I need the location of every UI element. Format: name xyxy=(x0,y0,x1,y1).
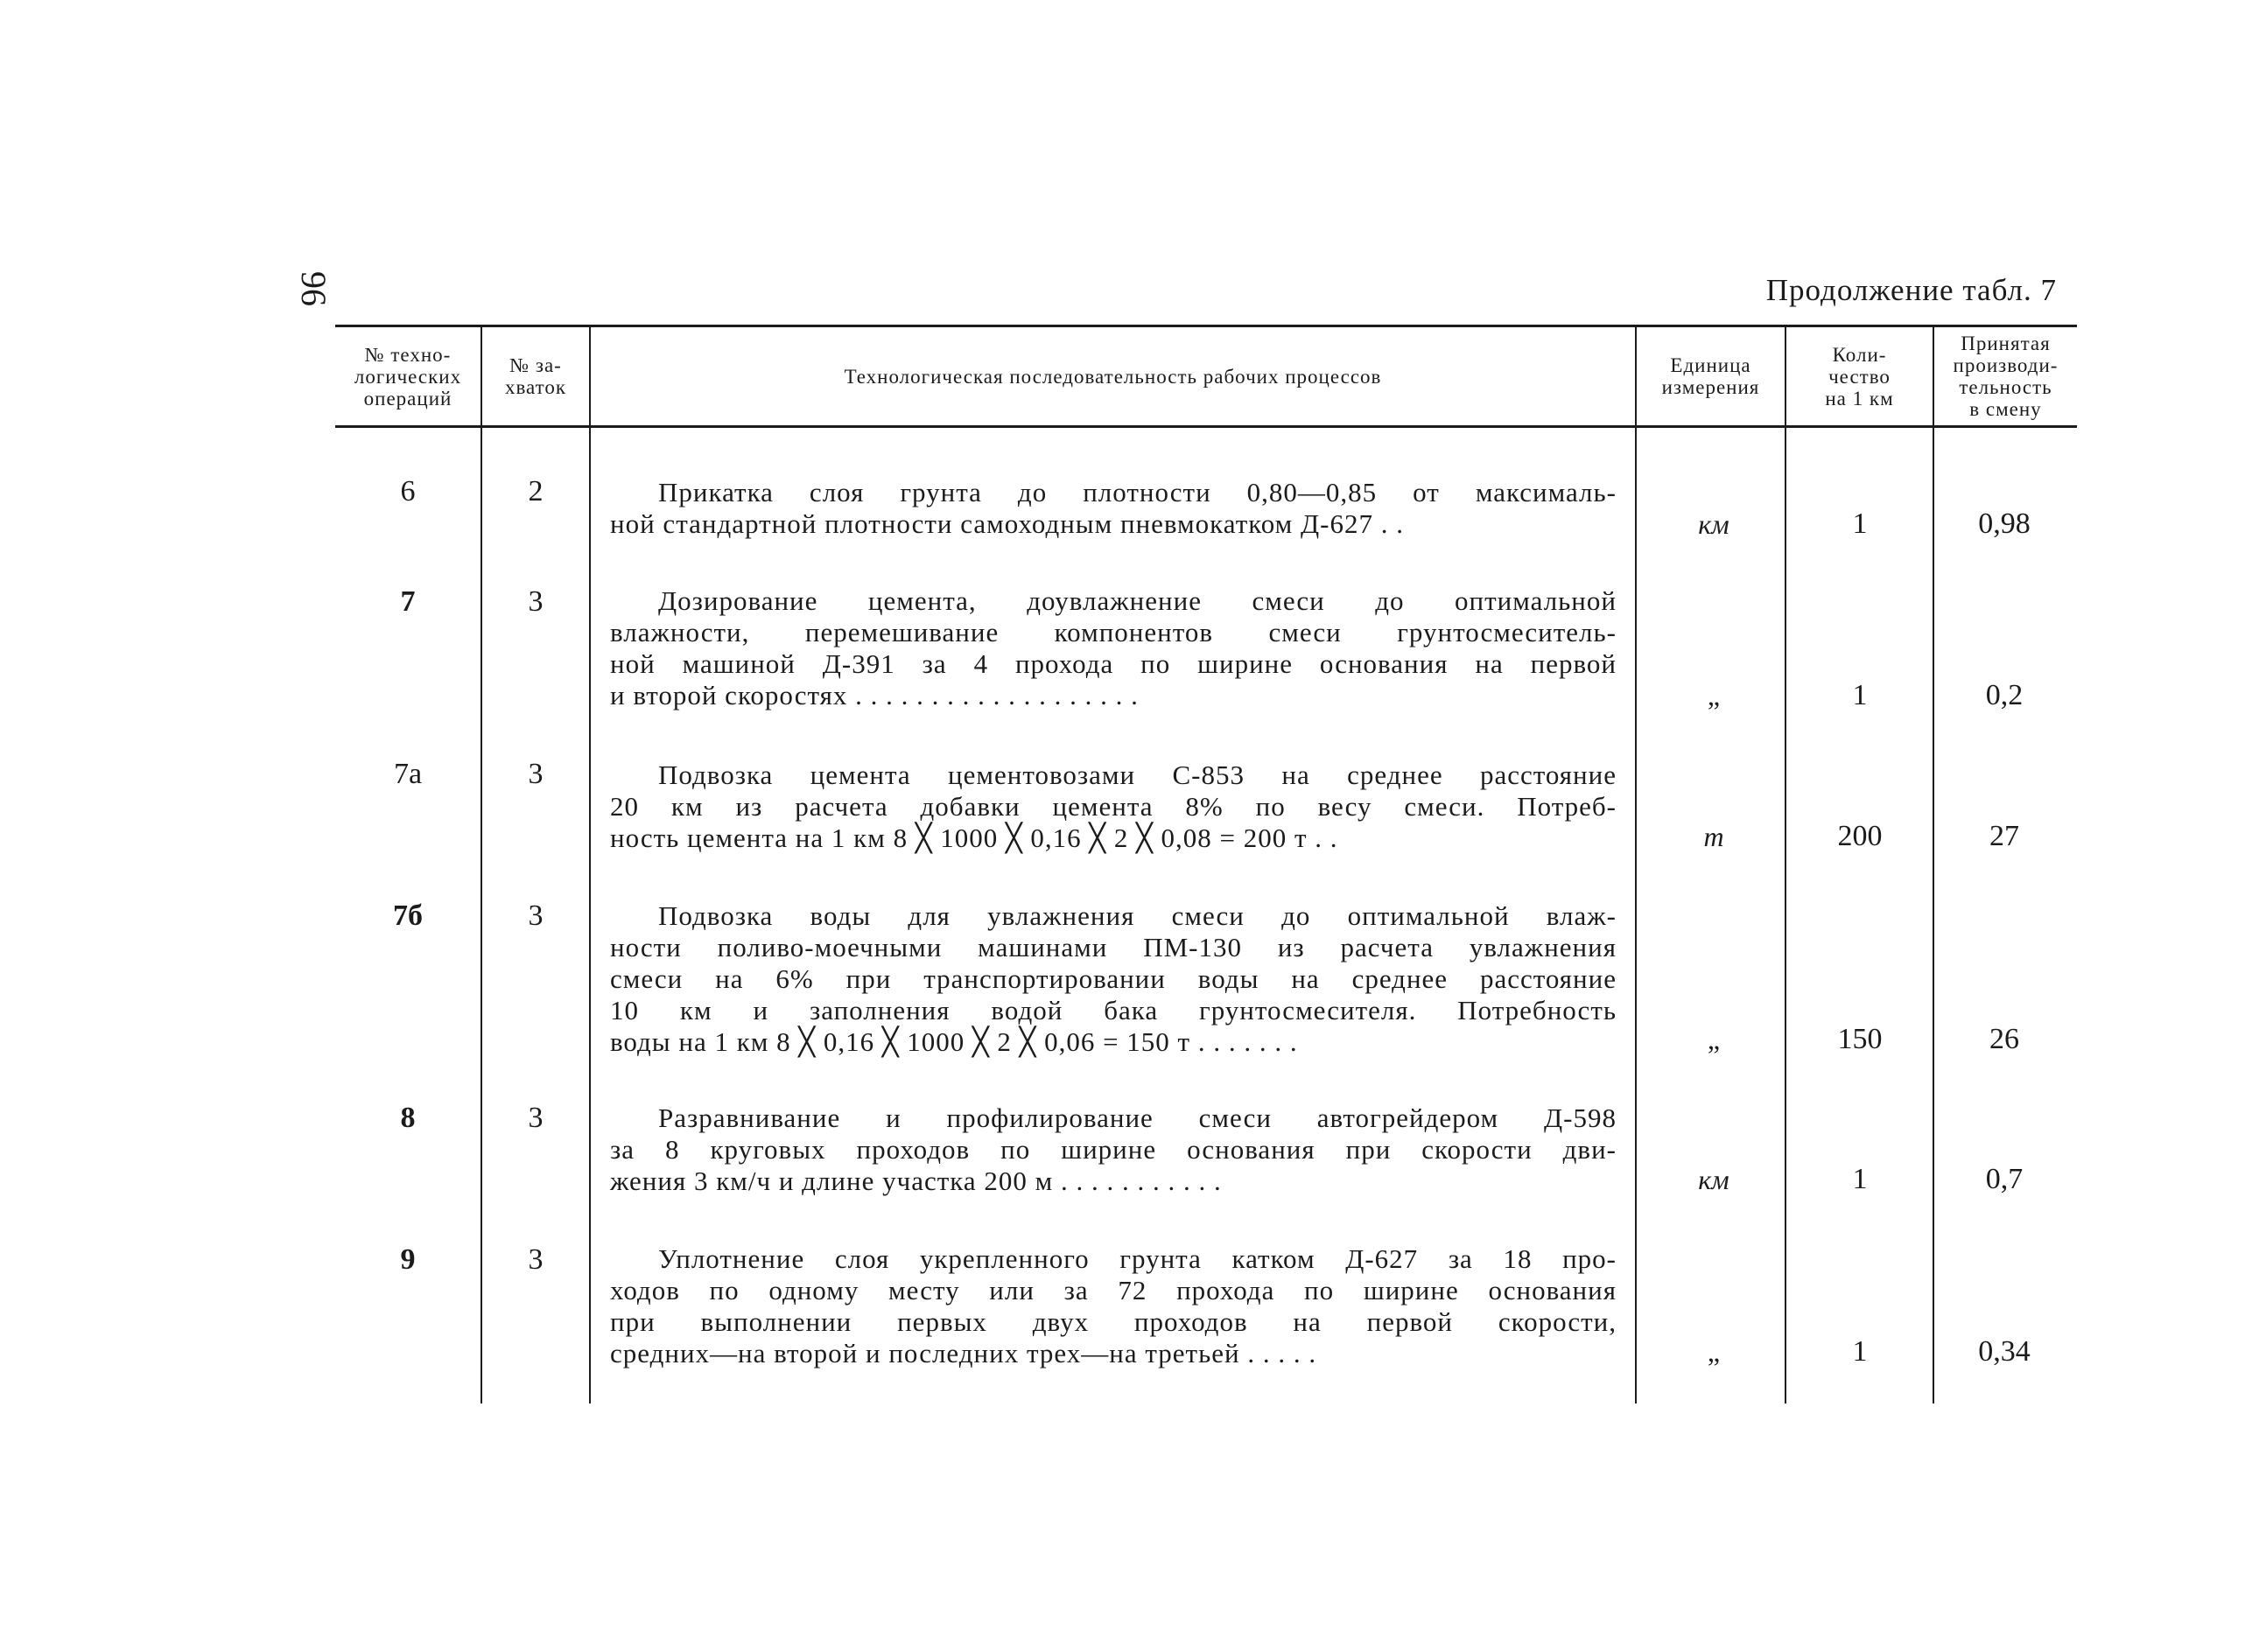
row-operation-number: 8 xyxy=(400,1102,416,1134)
row-process-description: Уплотнение слоя укрепленного грунта катком Д-627 за 18 про- ходов по одному месту или за 72 прохода по ширине основания при выполнении первых двух проходов на первой скорости, средних—на второй и последних трех—на третьей . . . . . xyxy=(610,1243,1617,1368)
row-productivity: 0,7 xyxy=(1985,1163,2024,1195)
row-process-description: Разравнивание и профилирование смеси автогрейдером Д-598 за 8 круговых проходов по ширине основания при скорости дви- жения 3 км/ч и длине участка 200 м . . . . . . . . . . . xyxy=(610,1102,1617,1196)
row-productivity: 26 xyxy=(1989,1023,2019,1055)
column-divider-4 xyxy=(1785,327,1786,1404)
header-unit: Единица измерения xyxy=(1661,354,1760,398)
row-quantity: 1 xyxy=(1852,508,1868,540)
row-operation-number: 6 xyxy=(400,475,416,508)
row-productivity: 0,34 xyxy=(1978,1335,2031,1368)
column-divider-3 xyxy=(1635,327,1637,1404)
row-unit: т xyxy=(1703,821,1724,852)
row-quantity: 1 xyxy=(1852,1163,1868,1195)
row-productivity: 0,2 xyxy=(1985,679,2024,711)
row-productivity: 27 xyxy=(1989,820,2019,852)
row-unit: „ xyxy=(1707,680,1721,711)
row-unit: „ xyxy=(1707,1024,1721,1055)
page-number: 96 xyxy=(294,271,333,306)
row-process-description: Дозирование цемента, доувлажнение смеси до оптимальной влажности, перемешивание компонентов смеси грунтосмеситель- ной машиной Д-391 за 4 прохода по ширине основания на первой и второй скоростях . . . . . . . . . . . . . . . . . . . xyxy=(610,585,1617,710)
header-bottom-rule xyxy=(335,425,2077,428)
row-grip-number: 3 xyxy=(528,1243,544,1276)
row-unit: км xyxy=(1698,1164,1729,1195)
row-operation-number: 7 xyxy=(400,585,416,618)
row-grip-number: 3 xyxy=(528,758,544,790)
row-grip-number: 3 xyxy=(528,1102,544,1134)
header-process-sequence: Технологическая последовательность рабочих процессов xyxy=(844,365,1382,388)
row-quantity: 1 xyxy=(1852,1335,1868,1368)
row-operation-number: 9 xyxy=(400,1243,416,1276)
row-process-description: Прикатка слоя грунта до плотности 0,80—0,85 от максималь- ной стандартной плотности самоходным пневмокатком Д-627 . . xyxy=(610,477,1617,539)
header-quantity: Коли- чество на 1 км xyxy=(1825,343,1894,410)
header-grip-number: № за- хваток xyxy=(504,354,567,398)
row-quantity: 200 xyxy=(1837,820,1883,852)
header-productivity: Принятая производи- тельность в смену xyxy=(1953,332,2059,420)
row-unit: „ xyxy=(1707,1336,1721,1368)
row-quantity: 150 xyxy=(1837,1023,1883,1055)
table-top-rule xyxy=(335,325,2077,327)
table-continuation-label: Продолжение табл. 7 xyxy=(1765,273,2057,307)
row-quantity: 1 xyxy=(1852,679,1868,711)
row-grip-number: 3 xyxy=(528,585,544,618)
row-grip-number: 2 xyxy=(528,475,544,508)
column-divider-5 xyxy=(1933,327,1934,1404)
row-operation-number: 7б xyxy=(393,900,423,932)
header-operation-number: № техно- логических операций xyxy=(354,343,462,410)
row-process-description: Подвозка цемента цементовозами С-853 на среднее расстояние 20 км из расчета добавки цемента 8% по весу смеси. Потреб- ность цемента на 1 км 8 ╳ 1000 ╳ 0,16 ╳ 2 ╳ 0,08 = 200 т . . xyxy=(610,760,1617,853)
column-divider-2 xyxy=(589,327,591,1404)
row-operation-number: 7а xyxy=(393,758,423,790)
row-unit: км xyxy=(1698,508,1729,540)
row-productivity: 0,98 xyxy=(1978,508,2031,540)
row-grip-number: 3 xyxy=(528,900,544,932)
row-process-description: Подвозка воды для увлажнения смеси до оптимальной влаж- ности поливо-моечными машинами ПМ-130 из расчета увлажнения смеси на 6% при транспортировании воды на среднее расстояние 10 км и заполнения водой бака грунтосмесителя. Потребность воды на 1 км 8 ╳ 0,16 ╳ 1000 ╳ 2 ╳ 0,06 = 150 т . . . . . . . xyxy=(610,900,1617,1057)
